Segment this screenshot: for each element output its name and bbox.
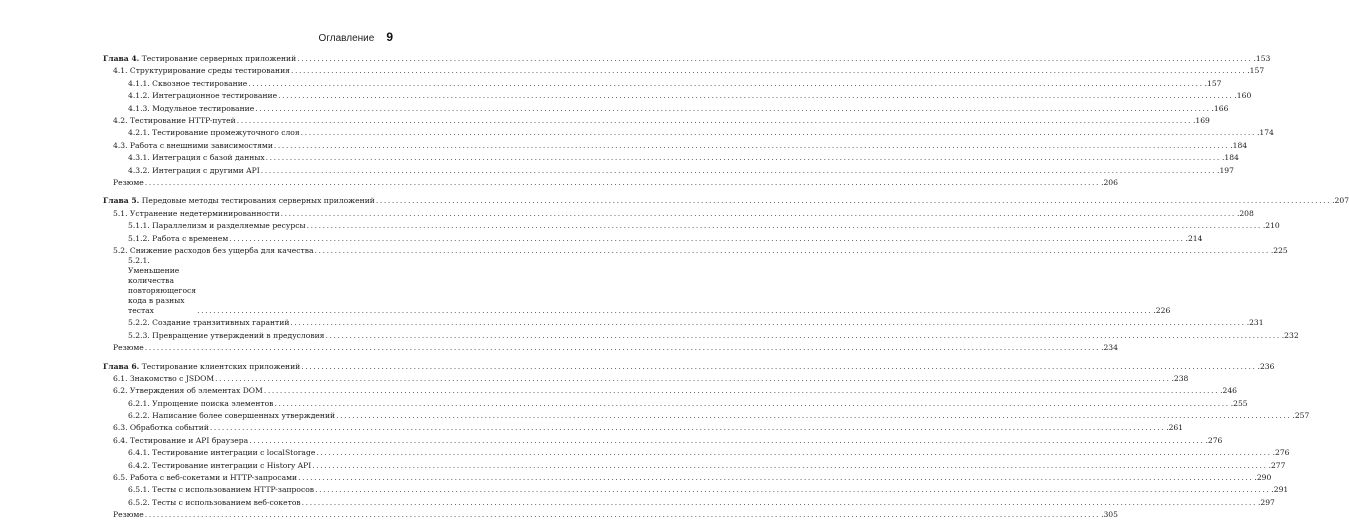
leader-dots	[281, 209, 1236, 219]
toc-entry-label	[113, 374, 214, 384]
leader-dots	[291, 66, 1246, 76]
toc-entry-text: 6.3. Обработка событий	[113, 423, 209, 433]
leader-dots	[307, 221, 1262, 231]
leader-dots	[297, 54, 1252, 64]
toc-page-number: .184	[1221, 153, 1239, 163]
toc-entry-text: 5.2. Снижение расходов без ущерба для качества	[113, 245, 314, 255]
toc-page-number: .157	[1247, 66, 1265, 76]
leader-dots	[255, 104, 1210, 114]
toc-subsection[interactable]	[103, 89, 1252, 101]
toc-entry-text: 5.2.2. Создание транзитивных гарантий	[128, 318, 290, 328]
leader-dots	[264, 386, 1219, 396]
leader-dots	[145, 343, 1100, 353]
toc-entry-text: 4.2. Тестирование HTTP-путей	[113, 116, 236, 126]
toc-page-number: .166	[1211, 103, 1229, 113]
toc-entry-text: 6.5.2. Тесты с использованием веб-сокетов	[128, 497, 301, 507]
toc-entry-text: 5.2.3. Превращение утверждений в предусловия	[128, 330, 325, 340]
toc-page-number: .276	[1272, 448, 1290, 458]
table-of-contents	[103, 52, 1349, 521]
toc-page-number: .236	[1257, 361, 1275, 371]
toc-page-number: .305	[1101, 510, 1118, 520]
toc-page-number: .276	[1205, 435, 1223, 445]
toc-entry-label	[113, 386, 263, 396]
toc-section[interactable]	[103, 114, 1210, 126]
toc-entry-label	[128, 234, 228, 244]
toc-page-number: .291	[1271, 485, 1289, 495]
toc-page-number: .169	[1192, 116, 1210, 126]
toc-subsection[interactable]	[103, 409, 1310, 421]
leader-dots	[336, 411, 1291, 421]
toc-page-number: .238	[1171, 373, 1189, 383]
toc-entry-label	[128, 104, 254, 114]
leader-dots	[197, 306, 1152, 316]
toc-entry-text: 6.4.1. Тестирование интеграции с localStorage	[128, 448, 316, 458]
toc-entry-label	[128, 79, 247, 89]
toc-subsection[interactable]	[103, 496, 1275, 508]
toc-page-number: .184	[1230, 140, 1248, 150]
toc-entry-label	[128, 256, 196, 316]
leader-dots	[315, 485, 1270, 495]
toc-page-number: .246	[1220, 386, 1238, 396]
toc-subsection[interactable]	[103, 219, 1280, 231]
toc-subsection[interactable]	[103, 126, 1274, 138]
leader-dots	[315, 246, 1270, 256]
toc-entry-label	[113, 178, 144, 188]
toc-entry-label	[128, 91, 277, 101]
toc-subsection[interactable]	[103, 231, 1203, 243]
toc-page-number: .225	[1270, 245, 1288, 255]
toc-entry-label	[113, 510, 144, 520]
toc-page-number: .206	[1101, 178, 1118, 187]
leader-dots	[290, 318, 1245, 328]
leader-dots	[237, 116, 1192, 126]
toc-page-number: .208	[1236, 208, 1254, 218]
toc-subsection[interactable]	[103, 151, 1239, 163]
toc-entry-text: 4.1.3. Модульное тестирование	[128, 103, 255, 113]
toc-section[interactable]	[103, 176, 1118, 188]
chapter-prefix: Глава 6.	[103, 361, 140, 371]
toc-entry-text: Передовые методы тестирования серверных приложений	[141, 196, 375, 206]
toc-page-number: .277	[1268, 460, 1286, 470]
toc-entry-text: 6.1. Знакомство с JSDOM	[113, 373, 215, 383]
toc-entry-label	[128, 153, 265, 163]
toc-entry-text: 4.1.1. Сквозное тестирование	[128, 78, 248, 88]
leader-dots	[376, 196, 1331, 206]
toc-entry-text: 5.1.1. Параллелизм и разделяемые ресурсы	[128, 221, 306, 231]
toc-subsection[interactable]	[103, 397, 1248, 409]
toc-page-number: .261	[1166, 423, 1184, 433]
leader-dots	[249, 436, 1204, 446]
chapter-prefix: Глава 5.	[103, 196, 140, 206]
toc-page-number: .160	[1234, 91, 1252, 101]
toc-page-number: .197	[1217, 165, 1234, 175]
toc-entry-text: 5.1.2. Работа с временем	[128, 233, 229, 243]
toc-chapter[interactable]	[103, 52, 1271, 64]
toc-entry-text: 4.2.1. Тестирование промежуточного слоя	[128, 128, 300, 138]
toc-entry-text: 4.3. Работа с внешними зависимостями	[113, 140, 273, 150]
toc-chapter[interactable]	[103, 194, 1349, 206]
leader-dots	[266, 153, 1221, 163]
toc-entry-text: 6.5.1. Тесты с использованием HTTP-запросов	[128, 485, 315, 495]
toc-page-number: .234	[1101, 343, 1118, 353]
leader-dots	[316, 448, 1271, 458]
toc-entry-text: 5.1. Устранение недетерминированности	[113, 208, 280, 218]
toc-entry-label	[128, 411, 335, 421]
toc-subsection[interactable]	[103, 316, 1264, 328]
toc-entry-label	[113, 423, 209, 433]
toc-entry-label	[113, 116, 236, 126]
chapter-prefix: Глава 4.	[103, 54, 140, 64]
toc-entry-text: Резюме	[113, 178, 144, 187]
leader-dots	[312, 461, 1267, 471]
toc-entry-text: 4.1.2. Интеграционное тестирование	[128, 91, 278, 101]
running-title: Оглавление	[318, 33, 375, 44]
toc-entry-text: 4.3.2. Интеграция с другими API	[128, 165, 260, 175]
leader-dots	[274, 399, 1229, 409]
toc-page-number: .297	[1257, 497, 1275, 507]
toc-page-number: .207	[1332, 196, 1349, 206]
toc-page-number: .231	[1246, 318, 1264, 328]
toc-entry-text: 6.2.1. Упрощение поиска элементов	[128, 398, 274, 408]
toc-page-number: .226	[1153, 305, 1171, 315]
toc-entry-label	[128, 221, 306, 231]
toc-entry-label	[113, 246, 314, 256]
toc-entry-text: 6.4.2. Тестирование интеграции с History API	[128, 460, 312, 470]
toc-section[interactable]	[103, 341, 1118, 353]
toc-section[interactable]	[103, 207, 1254, 219]
toc-section[interactable]	[103, 508, 1118, 520]
toc-entry-label	[113, 436, 248, 446]
page-header	[319, 30, 393, 44]
page-number: 9	[386, 30, 393, 44]
toc-section[interactable]	[103, 421, 1184, 433]
toc-entry-label	[103, 54, 296, 64]
toc-page-number: .153	[1253, 54, 1271, 64]
toc-page-number: .214	[1185, 233, 1203, 243]
leader-dots	[261, 166, 1216, 176]
toc-subsection[interactable]	[103, 77, 1222, 89]
leader-dots	[325, 331, 1280, 341]
toc-chapter[interactable]	[103, 359, 1275, 371]
toc-entry-text: 5.2.1. Уменьшение количества повторяющегося кода в разных тестах	[128, 256, 197, 316]
leader-dots	[298, 473, 1253, 483]
leader-dots	[215, 374, 1170, 384]
toc-entry-label	[113, 473, 297, 483]
toc-entry-text: 6.2.2. Написание более совершенных утверждений	[128, 411, 336, 421]
leader-dots	[301, 362, 1256, 372]
toc-page-number: .232	[1281, 330, 1299, 340]
toc-subsection[interactable]	[103, 164, 1234, 176]
toc-section[interactable]	[103, 471, 1272, 483]
leader-dots	[210, 423, 1165, 433]
toc-entry-text: 6.2. Утверждения об элементах DOM	[113, 386, 263, 396]
toc-subsection[interactable]	[103, 256, 1171, 316]
toc-subsection[interactable]	[103, 102, 1229, 114]
leader-dots	[145, 510, 1100, 520]
toc-entry-text: 6.5. Работа с веб-сокетами и HTTP-запросами	[113, 473, 298, 483]
toc-subsection[interactable]	[103, 483, 1289, 495]
leader-dots	[229, 234, 1184, 244]
toc-section[interactable]	[103, 384, 1238, 396]
toc-page-number: .255	[1230, 398, 1248, 408]
toc-page-number: .174	[1256, 128, 1274, 138]
toc-subsection[interactable]	[103, 329, 1299, 341]
toc-entry-label	[128, 498, 301, 508]
toc-page-number: .157	[1204, 78, 1222, 88]
leader-dots	[302, 498, 1257, 508]
toc-entry-text: Резюме	[113, 510, 144, 520]
toc-entry-label	[128, 461, 311, 471]
toc-entry-text: 4.3.1. Интеграция с базой данных	[128, 153, 265, 163]
toc-entry-label	[128, 128, 300, 138]
toc-page-number: .257	[1292, 411, 1310, 421]
toc-entry-label	[103, 362, 300, 372]
leader-dots	[248, 79, 1203, 89]
toc-section[interactable]	[103, 434, 1223, 446]
toc-entry-label	[113, 66, 290, 76]
toc-section[interactable]	[103, 139, 1248, 151]
toc-entry-label	[113, 141, 273, 151]
toc-page-number: .290	[1254, 473, 1272, 483]
leader-dots	[145, 178, 1100, 188]
toc-section[interactable]	[103, 64, 1265, 76]
toc-entry-label	[103, 196, 375, 206]
toc-entry-label	[128, 166, 260, 176]
toc-section[interactable]	[103, 372, 1189, 384]
toc-entry-label	[128, 331, 324, 341]
leader-dots	[278, 91, 1233, 101]
toc-subsection[interactable]	[103, 459, 1286, 471]
toc-entry-label	[128, 485, 314, 495]
toc-entry-text: Резюме	[113, 343, 144, 353]
toc-page-number: .210	[1262, 221, 1280, 231]
toc-section[interactable]	[103, 244, 1288, 256]
toc-entry-label	[113, 343, 144, 353]
toc-entry-label	[128, 448, 315, 458]
leader-dots	[274, 141, 1229, 151]
toc-entry-label	[113, 209, 280, 219]
toc-entry-label	[128, 318, 289, 328]
toc-entry-text: 4.1. Структурирование среды тестирования	[113, 66, 290, 76]
leader-dots	[301, 128, 1256, 138]
toc-subsection[interactable]	[103, 446, 1290, 458]
toc-entry-text: Тестирование серверных приложений	[141, 54, 297, 64]
toc-entry-text: 6.4. Тестирование и API браузера	[113, 435, 249, 445]
toc-entry-text: Тестирование клиентских приложений	[141, 361, 301, 371]
toc-entry-label	[128, 399, 273, 409]
